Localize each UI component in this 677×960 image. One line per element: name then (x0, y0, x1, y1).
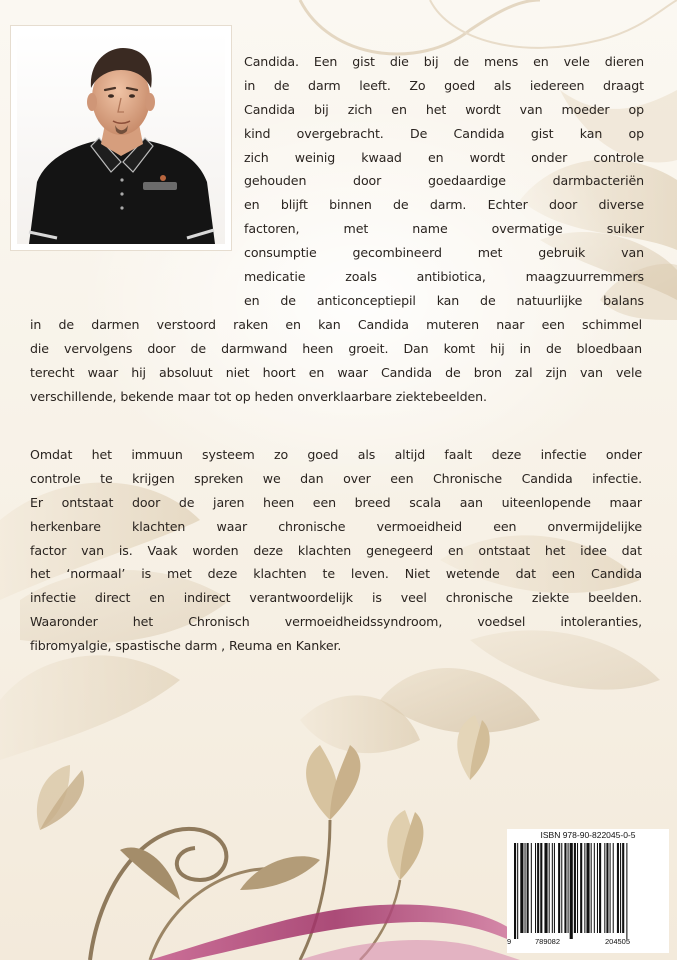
barcode-bar (535, 843, 536, 933)
barcode-digits-left: 789082 (535, 937, 561, 946)
barcode-bar (554, 843, 555, 933)
barcode-bar (520, 843, 523, 933)
barcode-bar (552, 843, 553, 933)
barcode-bar (620, 843, 621, 933)
barcode-bar (574, 843, 576, 933)
barcode-bar (540, 843, 542, 933)
barcode-icon (512, 843, 664, 939)
text-line: controle te krijgen spreken we dan over een Chronische Candida infectie. (30, 470, 642, 486)
text-line: medicatie zoals antibiotica, maagzuurremmers (244, 269, 644, 285)
portrait-photo-icon (17, 32, 225, 244)
barcode-bar (591, 843, 592, 933)
intro-column-text (244, 50, 644, 313)
barcode-bar (544, 843, 547, 933)
barcode-bar (568, 843, 569, 933)
text-line: terecht waar hij absoluut niet hoort en waar Candida de bron zal zijn van vele (30, 364, 642, 380)
text-line: Waaronder het Chronisch vermoeidheidssyndroom, voedsel intoleranties, (30, 614, 642, 630)
barcode-bar (561, 843, 562, 933)
barcode-bar (531, 843, 532, 933)
barcode-digit-lead: 9 (507, 937, 512, 946)
barcode-bar (577, 843, 578, 933)
barcode-bar (622, 843, 624, 933)
barcode-bar (606, 843, 608, 933)
barcode-bar (537, 843, 539, 933)
text-line: Candida. Een gist die bij de mens en vele dieren (244, 54, 644, 69)
text-line: in de darmen verstoord raken en kan Candida muteren naar een schimmel (30, 317, 642, 332)
barcode-bar (558, 843, 560, 933)
text-line: Candida bij zich en het wordt van moeder op (244, 101, 644, 117)
barcode-bar (570, 843, 573, 939)
barcode-bar (525, 843, 526, 933)
paragraph-1 (30, 313, 642, 409)
barcode-bar (517, 843, 518, 939)
barcode-bar (580, 843, 582, 933)
barcode-bar (514, 843, 516, 939)
author-photo (10, 25, 232, 251)
text-line: Er ontstaat door de jaren heen een breed scala aan uiteenlopende maar (30, 494, 642, 510)
text-line: verschillende, bekende maar tot op heden onverklaarbare ziektebeelden. (30, 388, 487, 404)
paragraph-2 (30, 443, 642, 658)
text-line: in de darm leeft. Zo goed als iedereen draagt (244, 77, 644, 93)
text-line: consumptie gecombineerd met gebruik van (244, 245, 644, 261)
text-line: herkenbare klachten waar chronische vermoeidheid een onvermijdelijke (30, 518, 642, 534)
barcode-bar (584, 843, 585, 933)
text-line: factoren, met name overmatige suiker (244, 221, 644, 237)
text-line: infectie direct en indirect verantwoordelijk is veel chronische ziekte beelden. (30, 590, 642, 606)
barcode-digits-right: 204505 (605, 937, 631, 946)
barcode-bar (549, 843, 550, 933)
barcode-bar (597, 843, 598, 933)
isbn-barcode (507, 829, 669, 953)
text-line: kind overgebracht. De Candida gist kan op (244, 125, 644, 141)
barcode-bar (610, 843, 611, 933)
barcode-bar (617, 843, 619, 933)
isbn-label: ISBN 978-90-822045-0-5 (540, 830, 636, 840)
text-line: het ‘normaal’ is met deze klachten te leven. Niet wetende dat een Candida (30, 566, 642, 582)
barcode-bar (594, 843, 595, 933)
barcode-bar (564, 843, 566, 933)
barcode-bar (586, 843, 589, 933)
barcode-bar (599, 843, 601, 933)
text-line: Omdat het immuun systeem zo goed als altijd faalt deze infectie onder (30, 447, 642, 462)
text-line: zich weinig kwaad en wordt onder controle (244, 149, 644, 165)
barcode-bar (626, 843, 627, 939)
barcode-bar (613, 843, 614, 933)
barcode-bar (527, 843, 529, 933)
text-line: fibromyalgie, spastische darm , Reuma en Kanker. (30, 638, 342, 654)
text-line: die vervolgens door de darmwand heen groeit. Dan komt hij in de bloedbaan (30, 340, 642, 356)
text-line: en blijft binnen de darm. Echter door diverse (244, 197, 644, 213)
barcode-bar (604, 843, 605, 933)
text-line: gehouden door goedaardige darmbacteriën (244, 173, 644, 189)
text-line: en de anticonceptiepil kan de natuurlijke balans (244, 292, 644, 308)
text-line: factor van is. Vaak worden deze klachten genegeerd en ontstaat het idee dat (30, 542, 642, 558)
